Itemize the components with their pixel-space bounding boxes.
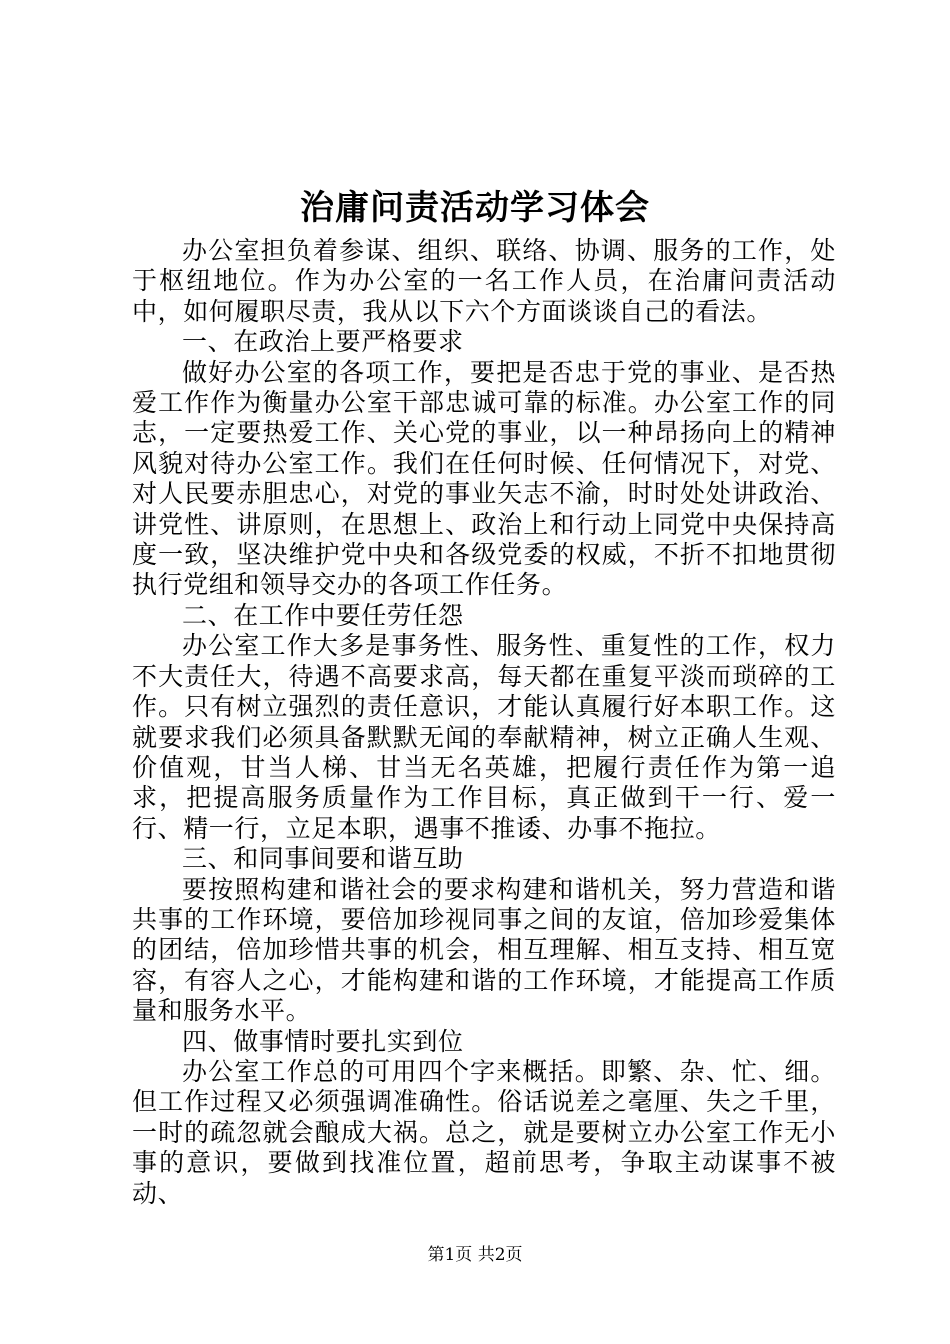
- document-title: 治庸问责活动学习体会: [300, 188, 650, 228]
- section-paragraph-4: 办公室工作总的可用四个字来概括。即繁、杂、忙、细。但工作过程又必须强调准确性。俗话说差之毫厘、失之千里，一时的疏忽就会酿成大祸。总之，就是要树立办公室工作无小事的意识，要做到找准位置，超前思考，争取主动谋事不被动、: [132, 1056, 836, 1208]
- section-heading-1: 一、在政治上要严格要求: [182, 327, 464, 357]
- section-paragraph-1: 做好办公室的各项工作，要把是否忠于党的事业、是否热爱工作作为衡量办公室干部忠诚可靠的标准。办公室工作的同志，一定要热爱工作、关心党的事业，以一种昂扬向上的精神风貌对待办公室工作。我们在任何时候、任何情况下，对党、对人民要赤胆忠心，对党的事业矢志不渝，时时处处讲政治、讲党性、讲原则，在思想上、政治上和行动上同党中央保持高度一致，坚决维护党中央和各级党委的权威，不折不扣地贯彻执行党组和领导交办的各项工作任务。: [132, 357, 836, 600]
- page-number-footer: 第1页 共2页: [427, 1245, 523, 1265]
- section-heading-4: 四、做事情时要扎实到位: [182, 1026, 464, 1056]
- section-heading-2: 二、在工作中要任劳任怨: [182, 600, 464, 630]
- document-body: [132, 236, 836, 1209]
- section-paragraph-3: 要按照构建和谐社会的要求构建和谐机关，努力营造和谐共事的工作环境，要倍加珍视同事之间的友谊，倍加珍爱集体的团结，倍加珍惜共事的机会，相互理解、相互支持、相互宽容，有容人之心，才能构建和谐的工作环境，才能提高工作质量和服务水平。: [132, 874, 836, 1026]
- intro-paragraph: 办公室担负着参谋、组织、联络、协调、服务的工作，处于枢纽地位。作为办公室的一名工作人员，在治庸问责活动中，如何履职尽责，我从以下六个方面谈谈自己的看法。: [132, 236, 836, 326]
- section-paragraph-2: 办公室工作大多是事务性、服务性、重复性的工作，权力不大责任大，待遇不高要求高，每天都在重复平淡而琐碎的工作。只有树立强烈的责任意识，才能认真履行好本职工作。这就要求我们必须具备默默无闻的奉献精神，树立正确人生观、价值观，甘当人梯、甘当无名英雄，把履行责任作为第一追求，把提高服务质量作为工作目标，真正做到干一行、爱一行、精一行，立足本职，遇事不推诿、办事不拖拉。: [132, 631, 836, 843]
- section-heading-3: 三、和同事间要和谐互助: [182, 844, 464, 874]
